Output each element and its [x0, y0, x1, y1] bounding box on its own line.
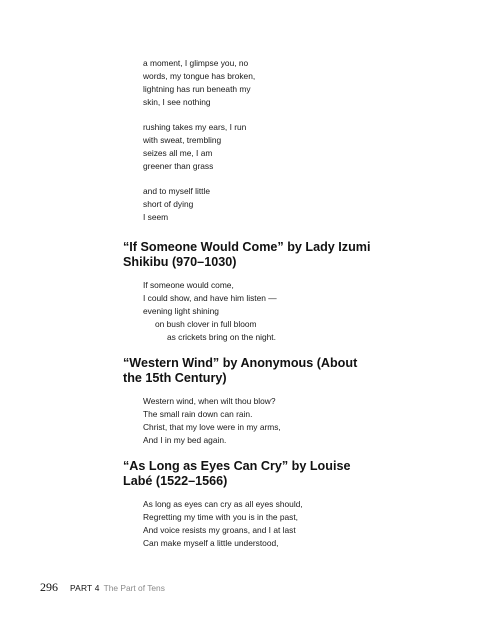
poem-line: Christ, that my love were in my arms, — [143, 422, 281, 432]
poem-line: And I in my bed again. — [143, 435, 227, 445]
poem-line: as crickets bring on the night. — [167, 332, 276, 342]
page-number: 296 — [40, 580, 58, 594]
poem-section — [123, 240, 373, 344]
poem-stanza — [143, 395, 373, 447]
poem-section — [123, 459, 373, 550]
poem-line: on bush clover in full bloom — [155, 319, 257, 329]
poem-line: and to myself little — [143, 186, 211, 196]
poem-line: short of dying — [143, 199, 194, 209]
poem-line: seizes all me, I am — [143, 148, 213, 158]
poem-line: Regretting my time with you is in the past, — [143, 512, 299, 522]
poem-line: The small rain down can rain. — [143, 409, 253, 419]
page-content — [123, 57, 373, 550]
page-footer — [40, 580, 165, 595]
poem-stanza — [143, 185, 373, 224]
poem-stanza — [143, 498, 373, 550]
poem-stanza — [143, 279, 373, 344]
poem-line: greener than grass — [143, 161, 214, 171]
poem-heading: “As Long as Eyes Can Cry” by Louise Labé (1522–1566) — [123, 459, 351, 488]
part-label: PART 4 — [70, 583, 100, 593]
poem-line: evening light shining — [143, 306, 219, 316]
poem-heading: “Western Wind” by Anonymous (About the 15th Century) — [123, 356, 358, 385]
poem-line: If someone would come, — [143, 280, 234, 290]
poem-line: As long as eyes can cry as all eyes should, — [143, 499, 303, 509]
poem-stanza — [143, 57, 373, 109]
poem-stanza — [143, 121, 373, 173]
poem-line: Can make myself a little understood, — [143, 538, 279, 548]
poem-line: lightning has run beneath my — [143, 84, 251, 94]
poem-line: I could show, and have him listen — — [143, 293, 277, 303]
poem-line: a moment, I glimpse you, no — [143, 58, 249, 68]
poem-section — [123, 356, 373, 447]
poem-line: I seem — [143, 212, 169, 222]
poem-line: with sweat, trembling — [143, 135, 222, 145]
poem-line: And voice resists my groans, and I at last — [143, 525, 296, 535]
poem-heading: “If Someone Would Come” by Lady Izumi Shikibu (970–1030) — [123, 240, 371, 269]
poem-line: skin, I see nothing — [143, 97, 211, 107]
poem-line: words, my tongue has broken, — [143, 71, 256, 81]
part-title: The Part of Tens — [103, 583, 165, 593]
poem-line: Western wind, when wilt thou blow? — [143, 396, 276, 406]
poem-line: rushing takes my ears, I run — [143, 122, 247, 132]
